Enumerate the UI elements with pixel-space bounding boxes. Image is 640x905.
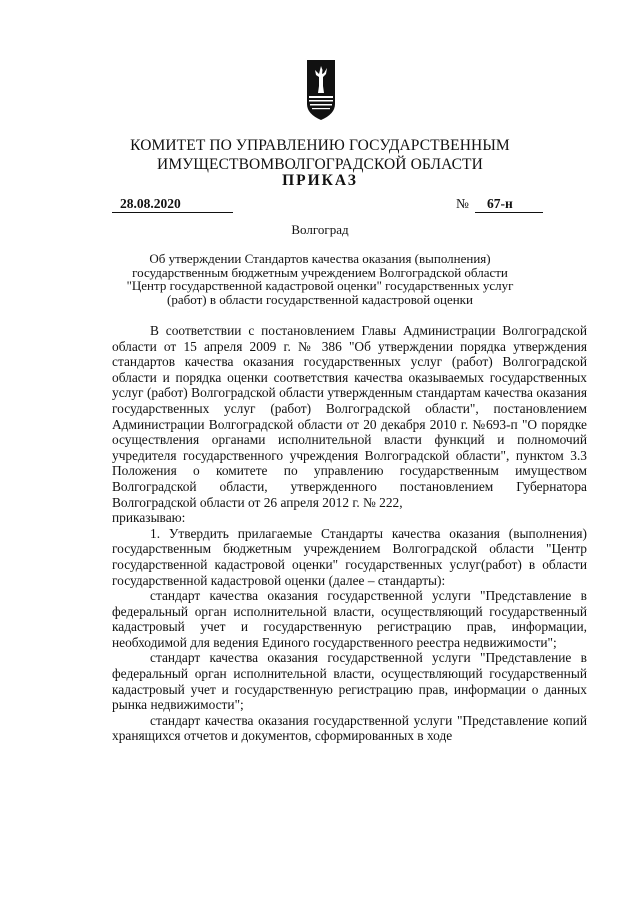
paragraph-preamble: В соответствии с постановлением Главы Администрации Волгоградской области от 15 апреля 2009 г. № 386 "Об утверждении порядка утверждения стандартов качества оказания государственных услуг (работ) Волгоградской области и порядка оценки соответствия качества оказываемых государственных услуг (работ) Волгоградской области утвержденным стандартам качества оказания государственных услуг (работ) Волгоградской области", постановлением Администрации Волгоградской области от 20 декабря 2010 г. №693-п "О порядке осуществления органами исполнительной власти функций и полномочий учредителя государственного учреждения Волгоградской области", пунктом 3.3 Положения о комитете по управлению государственным имуществом Волгоградской области, утвержденного постановлением Губернатора Волгоградской области от 26 апреля 2012 г. № 222, [112, 323, 587, 510]
paragraph-standard-1: стандарт качества оказания государственной услуги "Представление в федеральный орган исполнительной власти, осуществляющий государственный кадастровый учет и государственную регистрацию прав, информации, необходимой для ведения Единого государственного реестра недвижимости"; [112, 588, 587, 650]
organization-line-1: КОМИТЕТ ПО УПРАВЛЕНИЮ ГОСУДАРСТВЕННЫМ [130, 137, 510, 154]
document-body [112, 323, 587, 744]
document-type: ПРИКАЗ [282, 172, 358, 189]
coat-of-arms-icon [307, 60, 335, 120]
paragraph-standard-2: стандарт качества оказания государственной услуги "Представление в федеральный орган исполнительной власти, осуществляющий государственный кадастровый учет и государственную регистрацию прав, информации о данных рынка недвижимости"; [112, 650, 587, 713]
organization-name [0, 136, 640, 174]
paragraph-standard-3: стандарт качества оказания государственной услуги "Представление копий хранящихся отчетов и документов, сформированных в ходе [112, 712, 587, 744]
number-label: № [456, 196, 469, 211]
city: Волгоград [291, 222, 349, 237]
paragraph-item-1: 1. Утвердить прилагаемые Стандарты качества оказания (выполнения) государственным бюджетным учреждением Волгоградской области "Центр государственной кадастровой оценки" государственных услуг(работ) в области государственной кадастровой оценки (далее – стандарты): [112, 525, 587, 588]
organization-line-2: ИМУЩЕСТВОМВОЛГОГРАДСКОЙ ОБЛАСТИ [157, 156, 483, 173]
document-date: 28.08.2020 [112, 196, 233, 213]
document-subject: Об утверждении Стандартов качества оказания (выполнения) государственным бюджетным учреждением Волгоградской области "Центр государственной кадастровой оценки" государственных услуг (работ) в области государственной кадастровой оценки [126, 251, 514, 307]
document-number: 67-н [475, 196, 543, 213]
paragraph-order: приказываю: [112, 510, 186, 526]
